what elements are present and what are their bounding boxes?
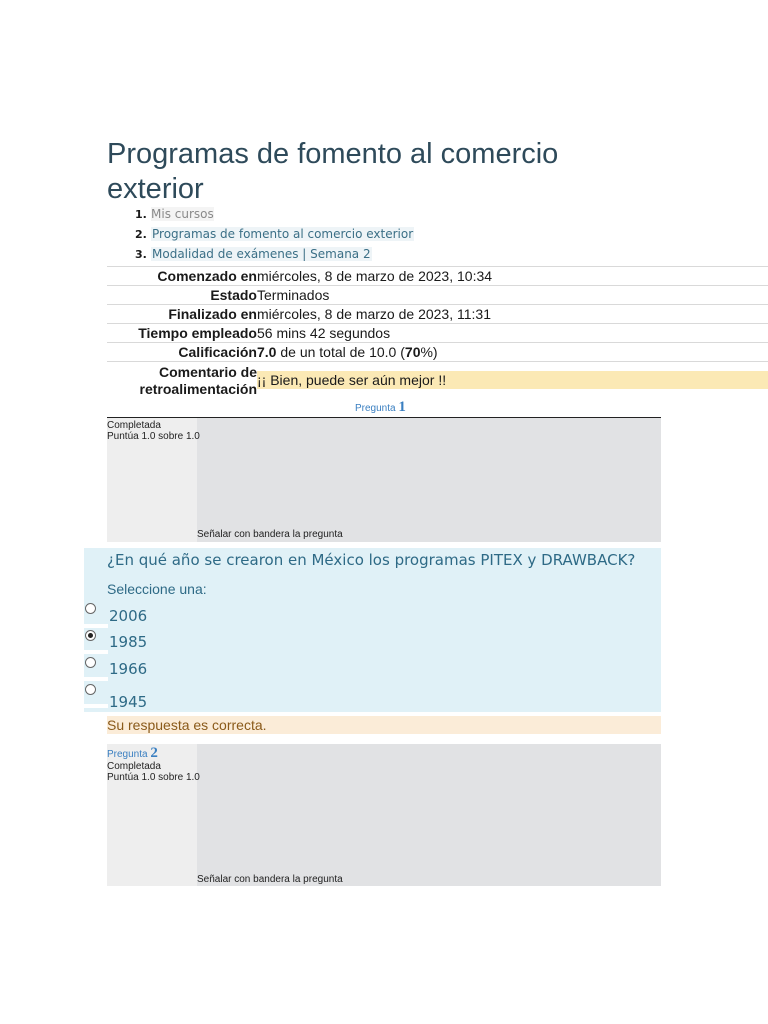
answer-option[interactable]	[84, 683, 661, 712]
question-1-info-text	[107, 420, 200, 442]
question-1-text: ¿En qué año se crearon en México los programas PITEX y DRAWBACK?	[107, 551, 636, 569]
feedback-label	[140, 364, 257, 398]
feedback-label-line1: Comentario de	[158, 364, 257, 380]
state-label: Estado	[210, 287, 257, 303]
question-1-prefix: Pregunta	[355, 403, 396, 414]
state-value: Terminados	[257, 287, 330, 303]
breadcrumb-number: 3.	[135, 248, 147, 261]
answer-option-selected[interactable]	[84, 629, 661, 655]
grade-mid: de un total de 10.0 (	[276, 344, 405, 360]
option-separator	[84, 677, 108, 681]
question-1-num: 1	[398, 399, 406, 415]
time-value: 56 mins 42 segundos	[257, 325, 391, 341]
feedback-label-line2: retroalimentación	[139, 381, 257, 397]
question-2-prefix: Pregunta	[107, 749, 148, 760]
breadcrumb-number: 1.	[135, 208, 147, 221]
radio-checked-icon[interactable]	[85, 630, 96, 641]
question-2-header	[107, 747, 200, 783]
question-2-num: 2	[150, 745, 158, 761]
select-one-prompt: Seleccione una:	[107, 581, 207, 597]
question-2-info	[107, 744, 661, 886]
radio-icon[interactable]	[85, 684, 96, 695]
grade-label: Calificación	[178, 344, 257, 360]
started-label: Comenzado en	[157, 268, 257, 284]
started-value: miércoles, 8 de marzo de 2023, 10:34	[257, 268, 493, 284]
radio-icon[interactable]	[85, 657, 96, 668]
answer-option-label: 1985	[109, 633, 148, 651]
answer-option-label: 1945	[109, 693, 148, 711]
attempt-summary-table	[107, 266, 768, 400]
summary-row-started	[107, 266, 768, 285]
grade-percent: 70	[404, 344, 421, 360]
option-separator	[84, 624, 108, 628]
summary-row-feedback	[107, 361, 768, 400]
question-1-state: Completada	[107, 420, 161, 431]
breadcrumb	[133, 206, 414, 266]
breadcrumb-link-mis-cursos[interactable]: Mis cursos	[151, 207, 214, 221]
answer-option[interactable]	[84, 602, 661, 628]
answer-option[interactable]	[84, 656, 661, 682]
summary-row-state	[107, 285, 768, 304]
option-separator	[84, 650, 108, 654]
finished-value: miércoles, 8 de marzo de 2023, 11:31	[257, 306, 491, 322]
breadcrumb-link-course[interactable]: Programas de fomento al comercio exterior	[152, 227, 414, 241]
feedback-value: ¡¡ Bien, puede ser aún mejor !!	[257, 371, 768, 389]
grade-score: 7.0	[257, 344, 277, 360]
time-label: Tiempo empleado	[138, 325, 257, 341]
question-2-grade: Puntúa 1.0 sobre 1.0	[107, 772, 200, 783]
breadcrumb-item	[133, 226, 414, 246]
summary-row-finished	[107, 304, 768, 323]
breadcrumb-item	[133, 206, 414, 226]
page-title: Programas de fomento al comercio exterior	[107, 138, 559, 206]
flag-question-1-link[interactable]: Señalar con bandera la pregunta	[197, 529, 343, 540]
question-1-info	[107, 418, 661, 542]
grade-end: %)	[420, 344, 438, 360]
question-2-number	[107, 747, 200, 761]
summary-row-time	[107, 323, 768, 342]
summary-row-grade	[107, 342, 768, 361]
breadcrumb-number: 2.	[135, 228, 147, 241]
flag-question-2-link[interactable]: Señalar con bandera la pregunta	[197, 874, 343, 885]
finished-label: Finalizado en	[168, 306, 257, 322]
breadcrumb-item	[133, 246, 414, 266]
option-separator	[84, 704, 108, 708]
breadcrumb-link-exam-mode[interactable]: Modalidad de exámenes | Semana 2	[152, 247, 371, 261]
question-1-outcome: Su respuesta es correcta.	[107, 716, 661, 734]
radio-icon[interactable]	[85, 603, 96, 614]
grade-value	[257, 343, 438, 361]
question-1-grade: Puntúa 1.0 sobre 1.0	[107, 431, 200, 442]
question-1-number	[355, 399, 406, 416]
answer-option-label: 2006	[109, 607, 148, 625]
answer-option-label: 1966	[109, 660, 148, 678]
question-2-state: Completada	[107, 761, 161, 772]
